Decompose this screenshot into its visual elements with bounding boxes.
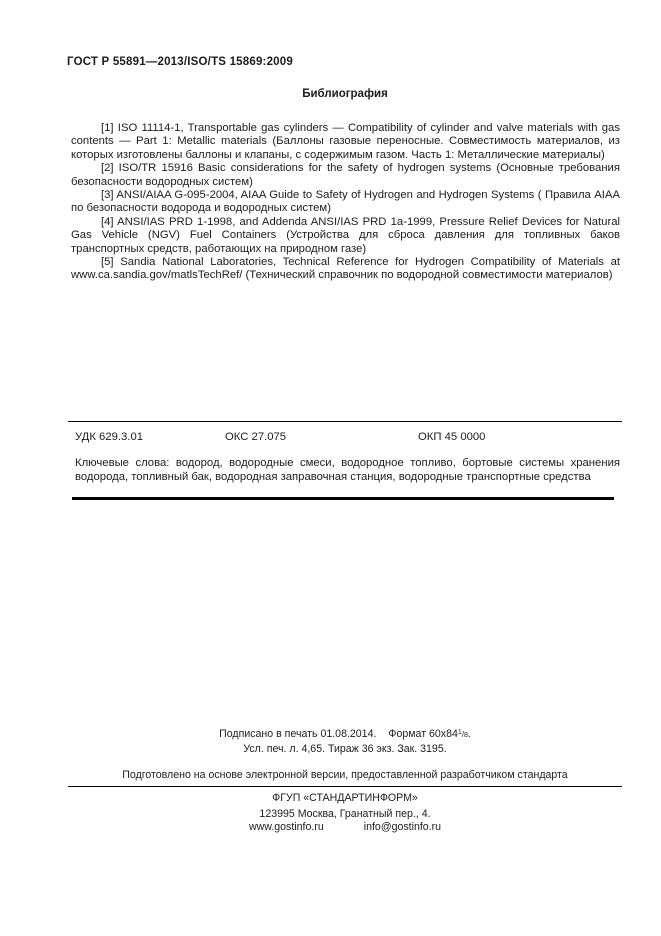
imprint-block xyxy=(68,727,622,756)
publisher-name: ФГУП «СТАНДАРТИНФОРМ» xyxy=(272,792,418,804)
signed-date-text: Подписано в печать 01.08.2014. xyxy=(219,728,377,740)
bibliography-entry: [4] ANSI/IAS PRD 1-1998, and Addenda ANSI/IAS PRD 1a-1999, Pressure Relief Devices for Natural Gas Vehicle (NGV) Fuel Containers (Устройства для сброса давления для топливных баков транспортных средств, работающих на природном газе) xyxy=(71,215,620,255)
classification-row xyxy=(75,431,620,445)
oks-code: ОКС 27.075 xyxy=(225,431,287,443)
format-fraction-slash: / xyxy=(461,730,465,739)
format-fraction-denominator: 8 xyxy=(464,732,468,739)
email-text: info@gostinfo.ru xyxy=(363,821,442,833)
section-title: Библиография xyxy=(302,88,388,100)
publisher-rule xyxy=(68,786,622,787)
bibliography-entry: [5] Sandia National Laboratories, Technical Reference for Hydrogen Compatibility of Materials at www.ca.sandia.gov/matlsTechRef/ (Технический справочник по водородной совместимости материалов) xyxy=(71,256,620,282)
bibliography-entry: [2] ISO/TR 15916 Basic considerations for the safety of hydrogen systems (Основные требования безопасности водородных систем) xyxy=(71,162,620,188)
doc-code: ГОСТ Р 55891—2013/ISO/TS 15869:2009 xyxy=(67,56,293,68)
bibliography xyxy=(71,122,620,283)
format-period: . xyxy=(467,728,471,740)
udk-code: УДК 629.3.01 xyxy=(75,431,144,443)
prepared-note: Подготовлено на основе электронной версии, предоставленной разработчиком стандарта xyxy=(122,769,568,781)
contacts-row xyxy=(68,821,622,833)
bibliography-entry: [3] ANSI/AIAA G-095-2004, AIAA Guide to Safety of Hydrogen and Hydrogen Systems ( Правила AIAA по безопасности водорода и водородных систем) xyxy=(71,189,620,215)
format-fraction-numerator: 1 xyxy=(457,729,462,736)
imprint-line-1 xyxy=(68,727,622,742)
publisher-address: 123995 Москва, Гранатный пер., 4. xyxy=(259,808,431,820)
thick-rule xyxy=(72,497,614,500)
top-rule xyxy=(68,421,622,422)
keywords-paragraph: Ключевые слова: водород, водородные смеси, водородное топливо, бортовые системы хранения водорода, топливный бак, водородная заправочная станция, водородные транспортные средства xyxy=(75,457,620,483)
imprint-line-2: Усл. печ. л. 4,65. Тираж 36 экз. Зак. 3195. xyxy=(243,743,447,755)
bibliography-entry: [1] ISO 11114-1, Transportable gas cylinders — Compatibility of cylinder and valve materials with gas contents — Part 1: Metallic materials (Баллоны газовые переносные. Совместимость материалов, из которых изготовлены баллоны и клапаны, с содержимым газом. Часть 1: Металлические материалы) xyxy=(71,122,620,161)
format-text: Формат 60х84 xyxy=(388,728,458,740)
website-text: www.gostinfo.ru xyxy=(248,821,324,833)
okp-code: ОКП 45 0000 xyxy=(418,431,486,443)
